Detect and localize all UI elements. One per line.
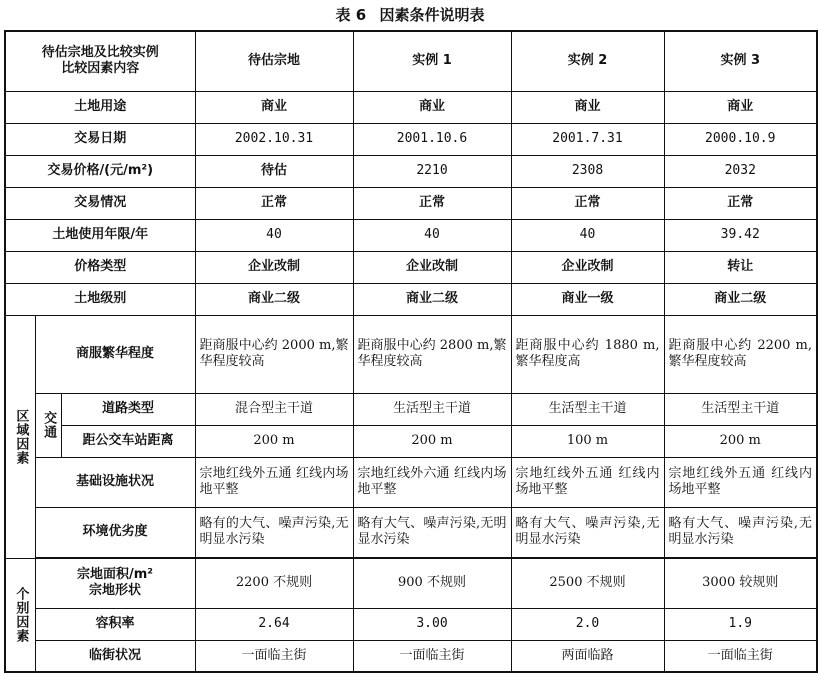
row-label: 土地级别 xyxy=(5,283,195,315)
cell: 生活型主干道 xyxy=(511,393,664,425)
table-row xyxy=(5,608,817,640)
regional-group-label: 区域因素 xyxy=(5,315,35,558)
table-row xyxy=(5,251,817,283)
corner-line2: 比较因素内容 xyxy=(61,61,140,77)
row-label: 土地使用年限/年 xyxy=(5,219,195,251)
table-row xyxy=(5,219,817,251)
cell: 商业 xyxy=(353,91,511,123)
traffic-group-label: 交通 xyxy=(35,393,61,457)
cell: 商业 xyxy=(511,91,664,123)
factor-table xyxy=(4,30,818,673)
row-label xyxy=(35,558,195,608)
cell: 略有大气、噪声污染,无明显水污染 xyxy=(511,507,664,557)
col-header-case2: 实例 2 xyxy=(511,31,664,91)
cell: 200 m xyxy=(195,425,353,457)
cell: 转让 xyxy=(664,251,817,283)
cell: 商业二级 xyxy=(353,283,511,315)
cell: 宗地红线外五通 红线内场地平整 xyxy=(511,457,664,507)
row-label: 交易价格/(元/m²) xyxy=(5,155,195,187)
cell: 生活型主干道 xyxy=(353,393,511,425)
cell: 距商服中心约 2200 m,繁华程度较高 xyxy=(664,315,817,393)
table-title xyxy=(0,4,820,28)
shape-label: 宗地形状 xyxy=(88,583,141,598)
cell: 距商服中心约 1880 m,繁华程度高 xyxy=(511,315,664,393)
row-label: 距公交车站距离 xyxy=(61,425,195,457)
cell: 2308 xyxy=(511,155,664,187)
cell: 40 xyxy=(353,219,511,251)
table-row xyxy=(5,425,817,457)
col-header-subject: 待估宗地 xyxy=(195,31,353,91)
cell: 企业改制 xyxy=(353,251,511,283)
cell: 一面临主街 xyxy=(353,640,511,672)
cell: 1.9 xyxy=(664,608,817,640)
col-header-case1: 实例 1 xyxy=(353,31,511,91)
cell: 商业 xyxy=(195,91,353,123)
cell: 正常 xyxy=(353,187,511,219)
table-row xyxy=(5,315,817,393)
cell: 2.0 xyxy=(511,608,664,640)
cell: 一面临主街 xyxy=(195,640,353,672)
table-row xyxy=(5,123,817,155)
row-label: 环境优劣度 xyxy=(35,507,195,557)
cell: 3.00 xyxy=(353,608,511,640)
cell: 企业改制 xyxy=(195,251,353,283)
cell: 正常 xyxy=(511,187,664,219)
cell: 宗地红线外五通 红线内场地平整 xyxy=(195,457,353,507)
row-label: 临街状况 xyxy=(35,640,195,672)
row-label: 价格类型 xyxy=(5,251,195,283)
cell: 2032 xyxy=(664,155,817,187)
table-row xyxy=(5,155,817,187)
row-label: 容积率 xyxy=(35,608,195,640)
table-row xyxy=(5,457,817,507)
cell: 2002.10.31 xyxy=(195,123,353,155)
header-row xyxy=(5,31,817,91)
cell: 3000 较规则 xyxy=(664,558,817,608)
cell: 2210 xyxy=(353,155,511,187)
corner-header xyxy=(5,31,195,91)
cell: 待估 xyxy=(195,155,353,187)
cell: 距商服中心约 2000 m,繁华程度较高 xyxy=(195,315,353,393)
cell: 2001.7.31 xyxy=(511,123,664,155)
cell: 商业二级 xyxy=(664,283,817,315)
cell: 2001.10.6 xyxy=(353,123,511,155)
cell: 2.64 xyxy=(195,608,353,640)
cell: 宗地红线外五通 红线内场地平整 xyxy=(664,457,817,507)
cell: 正常 xyxy=(664,187,817,219)
row-label: 道路类型 xyxy=(61,393,195,425)
table-row xyxy=(5,187,817,219)
cell: 两面临路 xyxy=(511,640,664,672)
cell: 距商服中心约 2800 m,繁华程度较高 xyxy=(353,315,511,393)
cell: 一面临主街 xyxy=(664,640,817,672)
cell: 200 m xyxy=(664,425,817,457)
table-number: 表 6 xyxy=(335,6,367,24)
table-row xyxy=(5,558,817,608)
cell: 2000.10.9 xyxy=(664,123,817,155)
cell: 商业 xyxy=(664,91,817,123)
table-row xyxy=(5,393,817,425)
cell: 2200 不规则 xyxy=(195,558,353,608)
cell: 生活型主干道 xyxy=(664,393,817,425)
row-label: 交易日期 xyxy=(5,123,195,155)
row-label: 商服繁华程度 xyxy=(35,315,195,393)
table-row xyxy=(5,91,817,123)
cell: 略有大气、噪声污染,无明显水污染 xyxy=(664,507,817,557)
row-label: 土地用途 xyxy=(5,91,195,123)
cell: 宗地红线外六通 红线内场地平整 xyxy=(353,457,511,507)
cell: 商业二级 xyxy=(195,283,353,315)
table-row xyxy=(5,640,817,672)
cell: 混合型主干道 xyxy=(195,393,353,425)
cell: 商业一级 xyxy=(511,283,664,315)
row-label: 基础设施状况 xyxy=(35,457,195,507)
cell: 40 xyxy=(511,219,664,251)
individual-group-label: 个别因素 xyxy=(5,558,35,672)
table-row xyxy=(5,507,817,557)
area-label: 宗地面积/m² xyxy=(77,566,153,582)
cell: 900 不规则 xyxy=(353,558,511,608)
cell: 39.42 xyxy=(664,219,817,251)
cell: 40 xyxy=(195,219,353,251)
cell: 200 m xyxy=(353,425,511,457)
col-header-case3: 实例 3 xyxy=(664,31,817,91)
cell: 正常 xyxy=(195,187,353,219)
row-label: 交易情况 xyxy=(5,187,195,219)
cell: 略有大气、噪声污染,无明显水污染 xyxy=(353,507,511,557)
cell: 略有的大气、噪声污染,无明显水污染 xyxy=(195,507,353,557)
table-row xyxy=(5,283,817,315)
corner-line1: 待估宗地及比较实例 xyxy=(41,45,159,60)
cell: 企业改制 xyxy=(511,251,664,283)
cell: 100 m xyxy=(511,425,664,457)
cell: 2500 不规则 xyxy=(511,558,664,608)
table-title-text: 因素条件说明表 xyxy=(379,6,485,24)
